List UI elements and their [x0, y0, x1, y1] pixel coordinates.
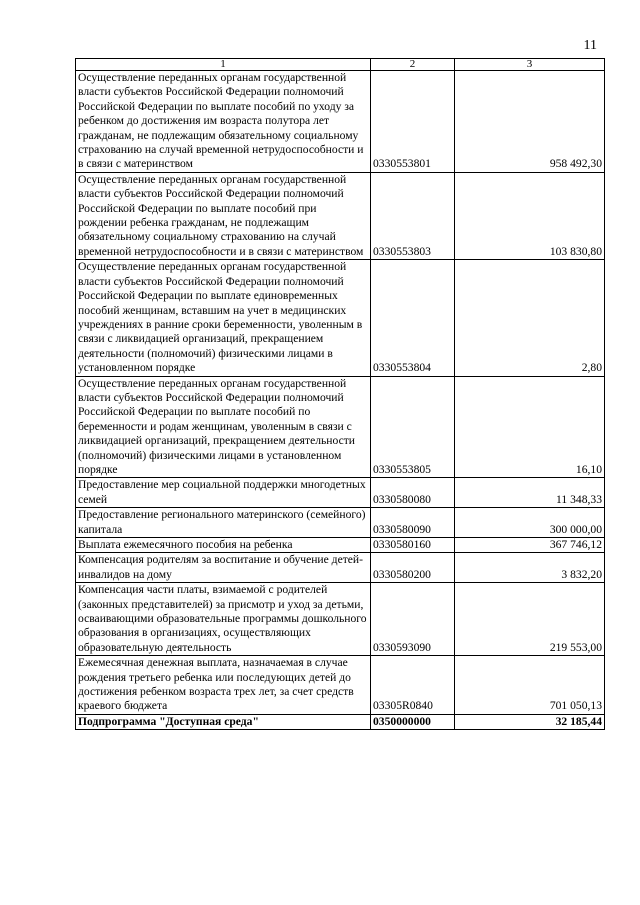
- row-name: Осуществление переданных органам государственной власти субъектов Российской Федерации полномочий Российской Федерации по выплате единовременных пособий женщинам, вставшим на учет в медицинских учреждениях в ранние сроки беременности, уволенным в связи с ликвидацией организаций, прекращением деятельности (полномочий) физическими лицами в установленном порядке: [76, 260, 371, 376]
- row-code: 0330553805: [371, 376, 455, 478]
- row-code: 0330593090: [371, 583, 455, 656]
- table-row: [76, 508, 605, 538]
- row-code: 0330580160: [371, 538, 455, 553]
- subprogram-total-row: [76, 714, 605, 729]
- row-name: Осуществление переданных органам государственной власти субъектов Российской Федерации полномочий Российской Федерации по выплате пособий по беременности и родам женщинам, уволенным в связи с ликвидацией организаций, прекращением деятельности (полномочий) физическими лицами в установленном порядке: [76, 376, 371, 478]
- table-row: [76, 656, 605, 715]
- column-header-name: 1: [76, 59, 371, 71]
- row-code: 03305R0840: [371, 656, 455, 715]
- row-code: 0330553801: [371, 71, 455, 173]
- row-code: 0330580090: [371, 508, 455, 538]
- row-name: Подпрограмма "Доступная среда": [76, 714, 371, 729]
- row-amount: 32 185,44: [455, 714, 605, 729]
- row-name: Компенсация родителям за воспитание и обучение детей-инвалидов на дому: [76, 553, 371, 583]
- table-row: [76, 478, 605, 508]
- row-code: 0350000000: [371, 714, 455, 729]
- row-name: Предоставление регионального материнского (семейного) капитала: [76, 508, 371, 538]
- table-row: [76, 583, 605, 656]
- row-name: Ежемесячная денежная выплата, назначаемая в случае рождения третьего ребенка или последующих детей до достижения ребенком возраста трех лет, за счет средств краевого бюджета: [76, 656, 371, 715]
- row-amount: 958 492,30: [455, 71, 605, 173]
- table-row: [76, 71, 605, 173]
- row-code: 0330553803: [371, 172, 455, 259]
- budget-table: [75, 58, 605, 730]
- row-amount: 701 050,13: [455, 656, 605, 715]
- table-row: [76, 260, 605, 376]
- row-name: Осуществление переданных органам государственной власти субъектов Российской Федерации полномочий Российской Федерации по выплате пособий при рождении ребенка гражданам, не подлежащим обязательному социальному страхованию на случай временной нетрудоспособности и в связи с материнством: [76, 172, 371, 259]
- table-row: [76, 538, 605, 553]
- table-row: [76, 553, 605, 583]
- row-amount: 300 000,00: [455, 508, 605, 538]
- row-amount: 103 830,80: [455, 172, 605, 259]
- row-amount: 219 553,00: [455, 583, 605, 656]
- table-row: [76, 376, 605, 478]
- page-number: 11: [583, 38, 597, 53]
- row-amount: 3 832,20: [455, 553, 605, 583]
- table-row: [76, 172, 605, 259]
- row-code: 0330580080: [371, 478, 455, 508]
- row-name: Компенсация части платы, взимаемой с родителей (законных представителей) за присмотр и уход за детьми, осваивающими образовательные программы дошкольного образования в организациях, осуществляющих образовательную деятельность: [76, 583, 371, 656]
- row-amount: 367 746,12: [455, 538, 605, 553]
- row-name: Предоставление мер социальной поддержки многодетных семей: [76, 478, 371, 508]
- row-name: Выплата ежемесячного пособия на ребенка: [76, 538, 371, 553]
- row-code: 0330580200: [371, 553, 455, 583]
- row-amount: 2,80: [455, 260, 605, 376]
- column-header-code: 2: [371, 59, 455, 71]
- row-amount: 16,10: [455, 376, 605, 478]
- table-header-row: [76, 59, 605, 71]
- row-name: Осуществление переданных органам государственной власти субъектов Российской Федерации полномочий Российской Федерации по выплате пособий по уходу за ребенком до достижения им возраста полутора лет гражданам, не подлежащим обязательному социальному страхованию на случай временной нетрудоспособности и в связи с материнством: [76, 71, 371, 173]
- row-code: 0330553804: [371, 260, 455, 376]
- column-header-amount: 3: [455, 59, 605, 71]
- row-amount: 11 348,33: [455, 478, 605, 508]
